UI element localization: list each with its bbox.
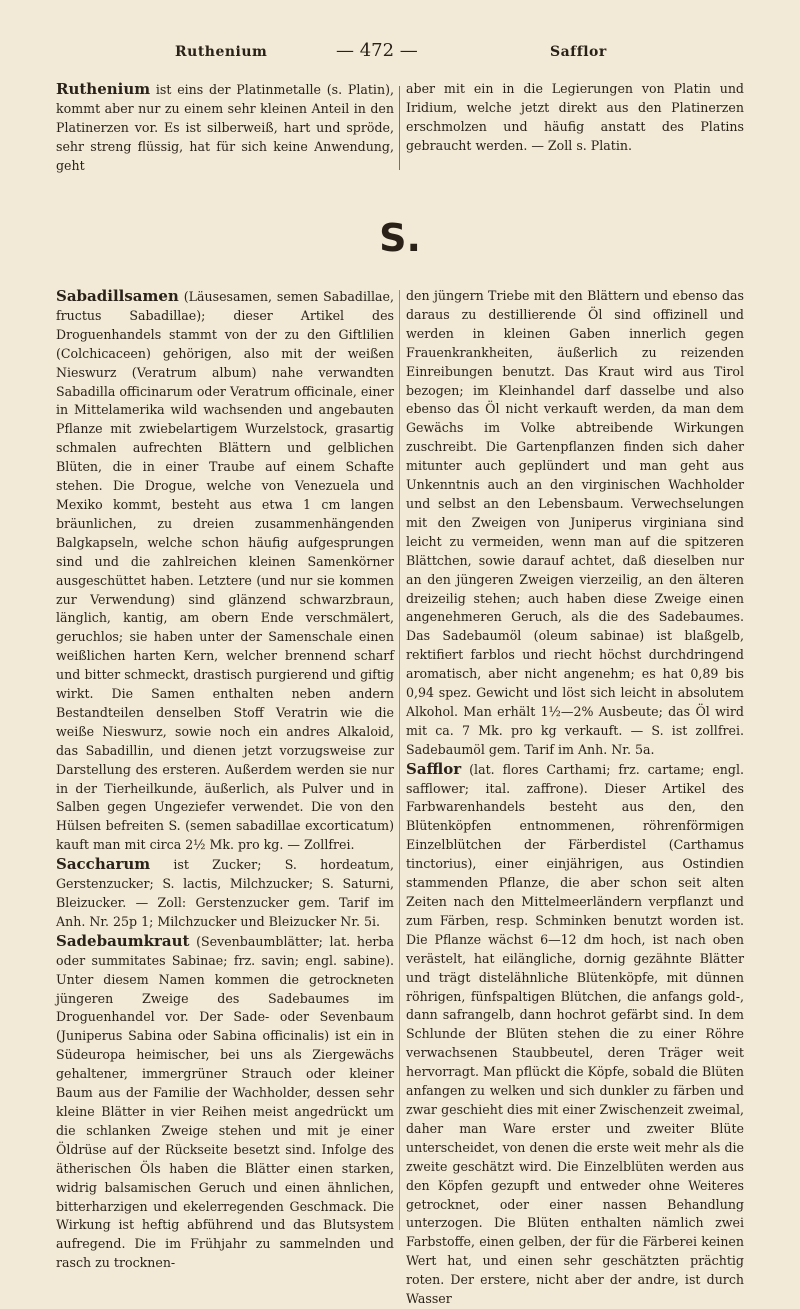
sadebaumkraut-text: (Sevenbaumblätter; lat. herba oder summitates Sabinae; frz. savin; engl. sabine). Unter diesem Namen kommen die getrockneten jüngeren Zweige des Sadebaumes im Droguenhandel vor. Der Sade- oder Sevenbaum (Juniperus Sabina oder Sabina officinalis) ist ein in Südeuropa heimischer, bei uns als Ziergewächs gehaltener, immergrüner Strauch oder kleiner Baum aus der Familie der Wachholder, dessen sehr kleine Blätter in vier Reihen meist angedrückt um die schlanken Zweige stehen und mit je einer Öldrüse auf der Rückseite besetzt sind. Infolge des ätherischen Öls haben die Blätter einen starken, widrig balsamischen Geruch und einen ähnlichen, bitterharzigen und ekelerregenden Geschmack. Die Wirkung ist heftig abführend und das Blutsystem aufregend. Die im Frühjahr zu sammelnden und rasch zu trocknen- [56,933,394,1271]
safflor-text: (lat. flores Carthami; frz. cartame; engl. safflower; ital. zaffrone). Dieser Artikel des Farbwarenhandels besteht aus den, den Blütenköpfen entnommenen, röhrenförmigen Einzelblütchen der Färberdistel (Carthamus tinctorius), einer einjährigen, aus Ostindien stammenden Pflanze, die aber schon seit alten Zeiten nach den Mittelmeerländern verpflanzt und zum Färben, resp. Schminken benutzt worden ist. Die Pflanze wächst 6—12 dm hoch, ist nach oben verästelt, hat eilängliche, dornig gezähnte Blätter und trägt distelähnliche Blütenköpfe, mit dünnen röhrigen, fünfspaltigen Blütchen, die anfangs gold-, dann safrangelb, dann hochrot gefärbt sind. In dem Schlunde der Blüten stehen die zu einer Röhre verwachsenen Staubbeutel, deren Träger weit hervorragt. Man pflückt die Köpfe, sobald die Blüten anfangen zu welken und sich dunkler zu färben und zwar geschieht dies mit einer Zwischenzeit zweimal, daher man Ware erster und zweiter Blüte unterscheidet, von denen die erste weit mehr als die zweite geschätzt wird. Die Einzelblüten werden aus den Köpfen gezupft und entweder ohne Weiteres getrocknet, oder einer nassen Behandlung unterzogen. Die Blüten enthalten nämlich zwei Farbstoffe, einen gelben, der für die Färberei keinen Wert hat, und einen sehr geschätzten prächtig roten. Der erstere, nicht aber der andre, ist durch Wasser [406,761,744,1307]
column-divider-top [399,86,400,170]
ruthenium-text-part2: aber mit ein in die Legierungen von Platin und Iridium, welche jetzt direkt aus den Platinerzen erschmolzen und häufig anstatt des Platins gebraucht werden. — Zoll s. Platin. [406,81,744,153]
column-divider-main [399,290,400,1230]
saccharum-text: ist Zucker; S. hordeatum, Gerstenzucker; S. lactis, Milchzucker; S. Saturni, Bleizucker. — Zoll: Gerstenzucker gem. Tarif im Anh. Nr. 25p 1; Milchzucker und Bleizucker Nr. 5i. [56,857,394,929]
ruthenium-entry-left [56,80,394,176]
entry-lemma-sabadillsamen: Sabadillsamen [56,287,179,305]
entry-lemma-sadebaumkraut: Sadebaumkraut [56,931,190,950]
header-right-keyword: Safflor [550,44,607,60]
page-number: — 472 — [336,40,418,61]
header-left-keyword: Ruthenium [175,44,268,60]
entry-lemma-saccharum: Saccharum [56,855,151,874]
sadebaumkraut-continuation: den jüngern Triebe mit den Blättern und ebenso das daraus zu destillierende Öl sind offizinell und werden in kleinen Gaben innerlich gegen Frauenkrankheiten, äußerlich zu reizenden Einreibungen benutzt. Das Kraut wird aus Tirol bezogen; im Kleinhandel darf dasselbe und also ebenso das Öl nicht verkauft werden, da man dem Gewächs im Volke abtreibende Wirkungen zuschreibt. Die Gartenpflanzen finden sich daher mitunter auch geplündert und man geht aus Unkenntnis auch an den virginischen Wachholder und selbst an den Lebensbaum. Verwechselungen mit den Zweigen von Juniperus virginiana sind leicht zu vermeiden, wenn man auf die spitzeren Blättchen, sowie darauf achtet, daß dieselben nur an den jüngeren Zweigen vierzeilig, an den älteren dreizeilig stehen; auch haben diese Zweige einen angenehmeren Geruch, als die des Sadebaumes. Das Sadebaumöl (oleum sabinae) ist blaßgelb, rektifiert farblos und riecht höchst durchdringend aromatisch, aber nicht angenehm; es hat 0,89 bis 0,94 spez. Gewicht und löst sich leicht in absolutem Alkohol. Man erhält 1½—2% Ausbeute; das Öl wird mit ca. 7 Mk. pro kg verkauft. — S. ist zollfrei. Sadebaumöl gem. Tarif im Anh. Nr. 5a. [406,288,744,757]
sabadillsamen-text: (Läusesamen, semen Sabadillae, fructus Sabadillae); dieser Artikel des Droguenhandels stammt von der zu den Giftlilien (Colchicaceen) gehörigen, also mit der weißen Nieswurz (Veratrum album) nahe verwandten Sabadilla officinarum oder Veratrum officinale, einer in Mittelamerika wild wachsenden und angebauten Pflanze mit zwiebelartigem Wurzelstock, grasartig schmalen aufrechten Blättern und gelblichen Blüten, die in einer Traube auf einem Schafte stehen. Die Drogue, welche von Venezuela und Mexiko kommt, besteht aus etwa 1 cm langen bräunlichen, zu dreien zusammenhängenden Balgkapseln, welche schon häufig aufgesprungen sind und die zahlreichen kleinen Samenkörner ausgeschüttet haben. Letztere (und nur sie kommen zur Verwendung) sind glänzend schwarzbraun, länglich, kantig, am obern Ende verschmälert, geruchlos; sie haben unter der Samenschale einen weißlichen harten Kern, welcher brennend scharf und bitter schmeckt, drastisch purgierend und giftig wirkt. Die Samen enthalten neben andern Bestandteilen denselben Stoff Veratrin wie die weiße Nieswurz, sowie noch ein andres Alkaloid, das Sabadillin, und dienen jetzt vorzugsweise zur Darstellung des ersteren. Außerdem werden sie nur in der Tierheilkunde, äußerlich, als Pulver und in Salben gegen Ungeziefer verwendet. Die von den Hülsen befreiten S. (semen sabadillae excorticatum) kauft man mit circa 2½ Mk. pro kg. — Zollfrei. [56,289,394,853]
left-column [56,287,394,1273]
ruthenium-entry-right [406,80,744,156]
running-head [0,40,800,66]
entry-lemma-safflor: Safflor [406,759,462,778]
entry-lemma-ruthenium: Ruthenium [56,80,151,98]
ruthenium-text-part1: ist eins der Platinmetalle (s. Platin), kommt aber nur zu einem sehr kleinen Anteil in den Platinerzen vor. Es ist silberweiß, hart und spröde, sehr streng flüssig, hat für sich keine Anwendung, geht [56,82,394,173]
section-letter: S. [379,216,421,260]
right-column [406,287,744,1309]
